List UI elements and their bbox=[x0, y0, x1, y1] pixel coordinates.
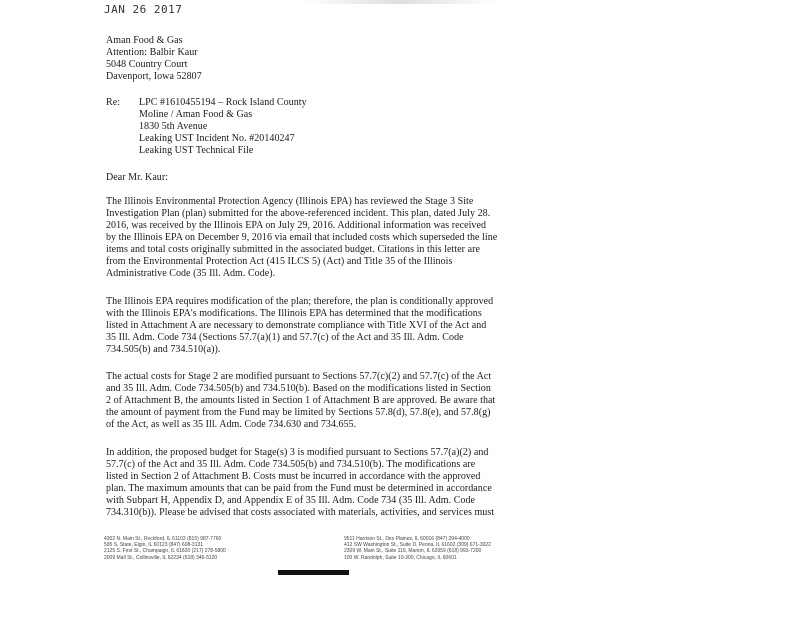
footer-line: 412 SW Washington St., Suite D, Peoria, IL 61602 (309) 671-3022 bbox=[344, 542, 491, 549]
paragraph-line: Administrative Code (35 Ill. Adm. Code). bbox=[106, 268, 276, 279]
scan-smudge bbox=[300, 0, 500, 4]
address-line: Davenport, Iowa 52807 bbox=[106, 71, 202, 82]
recipient-address bbox=[106, 35, 406, 83]
paragraph-line: The actual costs for Stage 2 are modified pursuant to Sections 57.7(c)(2) and 57.7(c) of the Act bbox=[106, 371, 492, 382]
footer-line: 4302 N. Main St., Rockford, IL 61103 (815) 987-7760 bbox=[104, 536, 222, 542]
paragraph-line: the amount of payment from the Fund may be limited by Sections 57.8(d), 57.8(e), and 57.8(g) bbox=[106, 407, 491, 418]
paragraph-line: plan. The maximum amounts that can be paid from the Fund must be determined in accordance bbox=[106, 483, 492, 494]
paragraph-line: Investigation Plan (plan) submitted for the above-referenced incident. This plan, dated July 28. bbox=[106, 208, 491, 219]
paragraph-line: The Illinois EPA requires modification of the plan; therefore, the plan is conditionally approved bbox=[106, 296, 494, 307]
paragraph-line: 57.7(c) of the Act and 35 Ill. Adm. Code 734.505(b) and 734.510(b). The modifications are bbox=[106, 459, 476, 470]
paragraph-line: 2 of Attachment B, the amounts listed in Section 1 of Attachment B are approved. Be aware that bbox=[106, 395, 496, 406]
paragraph-line: by the Illinois EPA on December 9, 2016 via email that included costs which superseded the line bbox=[106, 232, 498, 243]
scan-redaction-bar bbox=[278, 570, 349, 575]
footer-line: 9511 Harrison St., Des Plaines, IL 60016 (847) 294-4000 bbox=[344, 536, 470, 542]
paragraph-line: 2016, was received by the Illinois EPA on July 29, 2016. Additional information was received bbox=[106, 220, 487, 231]
paragraph-line: listed in Attachment A are necessary to demonstrate compliance with Title XVI of the Act and bbox=[106, 320, 487, 331]
paragraph-line: 734.505(b) and 734.510(a)). bbox=[106, 344, 221, 355]
address-line: Attention: Balbir Kaur bbox=[106, 47, 198, 58]
reference-block bbox=[139, 97, 439, 157]
paragraph-line: listed in Section 2 of Attachment B. Costs must be incurred in accordance with the approved bbox=[106, 471, 481, 482]
address-line: Aman Food & Gas bbox=[106, 35, 183, 46]
footer-offices-right bbox=[344, 536, 491, 561]
paragraph-budget bbox=[106, 447, 524, 519]
reference-line: LPC #1610455194 – Rock Island County bbox=[139, 97, 307, 108]
paragraph-line: with the Illinois EPA's modifications. The Illinois EPA has determined that the modifications bbox=[106, 308, 482, 319]
re-label: Re: bbox=[106, 97, 121, 108]
paragraph-line: In addition, the proposed budget for Stage(s) 3 is modified pursuant to Sections 57.7(a)(2) and bbox=[106, 447, 489, 458]
paragraph-line: of the Act, as well as 35 Ill. Adm. Code 734.630 and 734.655. bbox=[106, 419, 357, 430]
reference-line: 1830 5th Avenue bbox=[139, 121, 208, 132]
reference-line: Leaking UST Incident No. #20140247 bbox=[139, 133, 295, 144]
paragraph-modification bbox=[106, 296, 524, 356]
paragraph-line: The Illinois Environmental Protection Agency (Illinois EPA) has reviewed the Stage 3 Site bbox=[106, 196, 474, 207]
paragraph-line: from the Environmental Protection Act (415 ILCS 5) (Act) and Title 35 of the Illinois bbox=[106, 256, 453, 267]
footer-line: 100 W. Randolph, Suite 10-300, Chicago, IL 60601 bbox=[344, 554, 457, 561]
footer-line: 2009 Mall St., Collinsville, IL 62234 (618) 346-5120 bbox=[104, 554, 218, 561]
paragraph-review bbox=[106, 196, 524, 280]
footer-offices-left bbox=[104, 536, 226, 561]
paragraph-line: and 35 Ill. Adm. Code 734.505(b) and 734.510(b). Based on the modifications listed in Section bbox=[106, 383, 491, 394]
paragraph-line: 35 Ill. Adm. Code 734 (Sections 57.7(a)(1) and 57.7(c) of the Act and 35 Ill. Adm. Code bbox=[106, 332, 464, 343]
paragraph-actual-costs bbox=[106, 371, 524, 431]
footer-line: 595 S. State, Elgin, IL 60123 (847) 608-3131 bbox=[104, 542, 204, 549]
paragraph-line: 734.310(b)). Please be advised that costs associated with materials, activities, and services must bbox=[106, 507, 495, 518]
received-date-stamp: JAN 26 2017 bbox=[104, 3, 183, 16]
paragraph-line: with Subpart H, Appendix D, and Appendix E of 35 Ill. Adm. Code 734 (35 Ill. Adm. Code bbox=[106, 495, 475, 506]
paragraph-line: items and total costs originally submitted in the associated budget. Citations in this letter are bbox=[106, 244, 480, 255]
reference-line: Leaking UST Technical File bbox=[139, 145, 254, 156]
salutation: Dear Mr. Kaur: bbox=[106, 172, 169, 183]
footer-line: 2309 W. Main St., Suite 116, Marion, IL 62959 (618) 993-7200 bbox=[344, 548, 482, 555]
reference-line: Moline / Aman Food & Gas bbox=[139, 109, 253, 120]
footer-line: 2125 S. First St., Champaign, IL 61820 (217) 278-5800 bbox=[104, 548, 226, 555]
address-line: 5048 Country Court bbox=[106, 59, 188, 70]
